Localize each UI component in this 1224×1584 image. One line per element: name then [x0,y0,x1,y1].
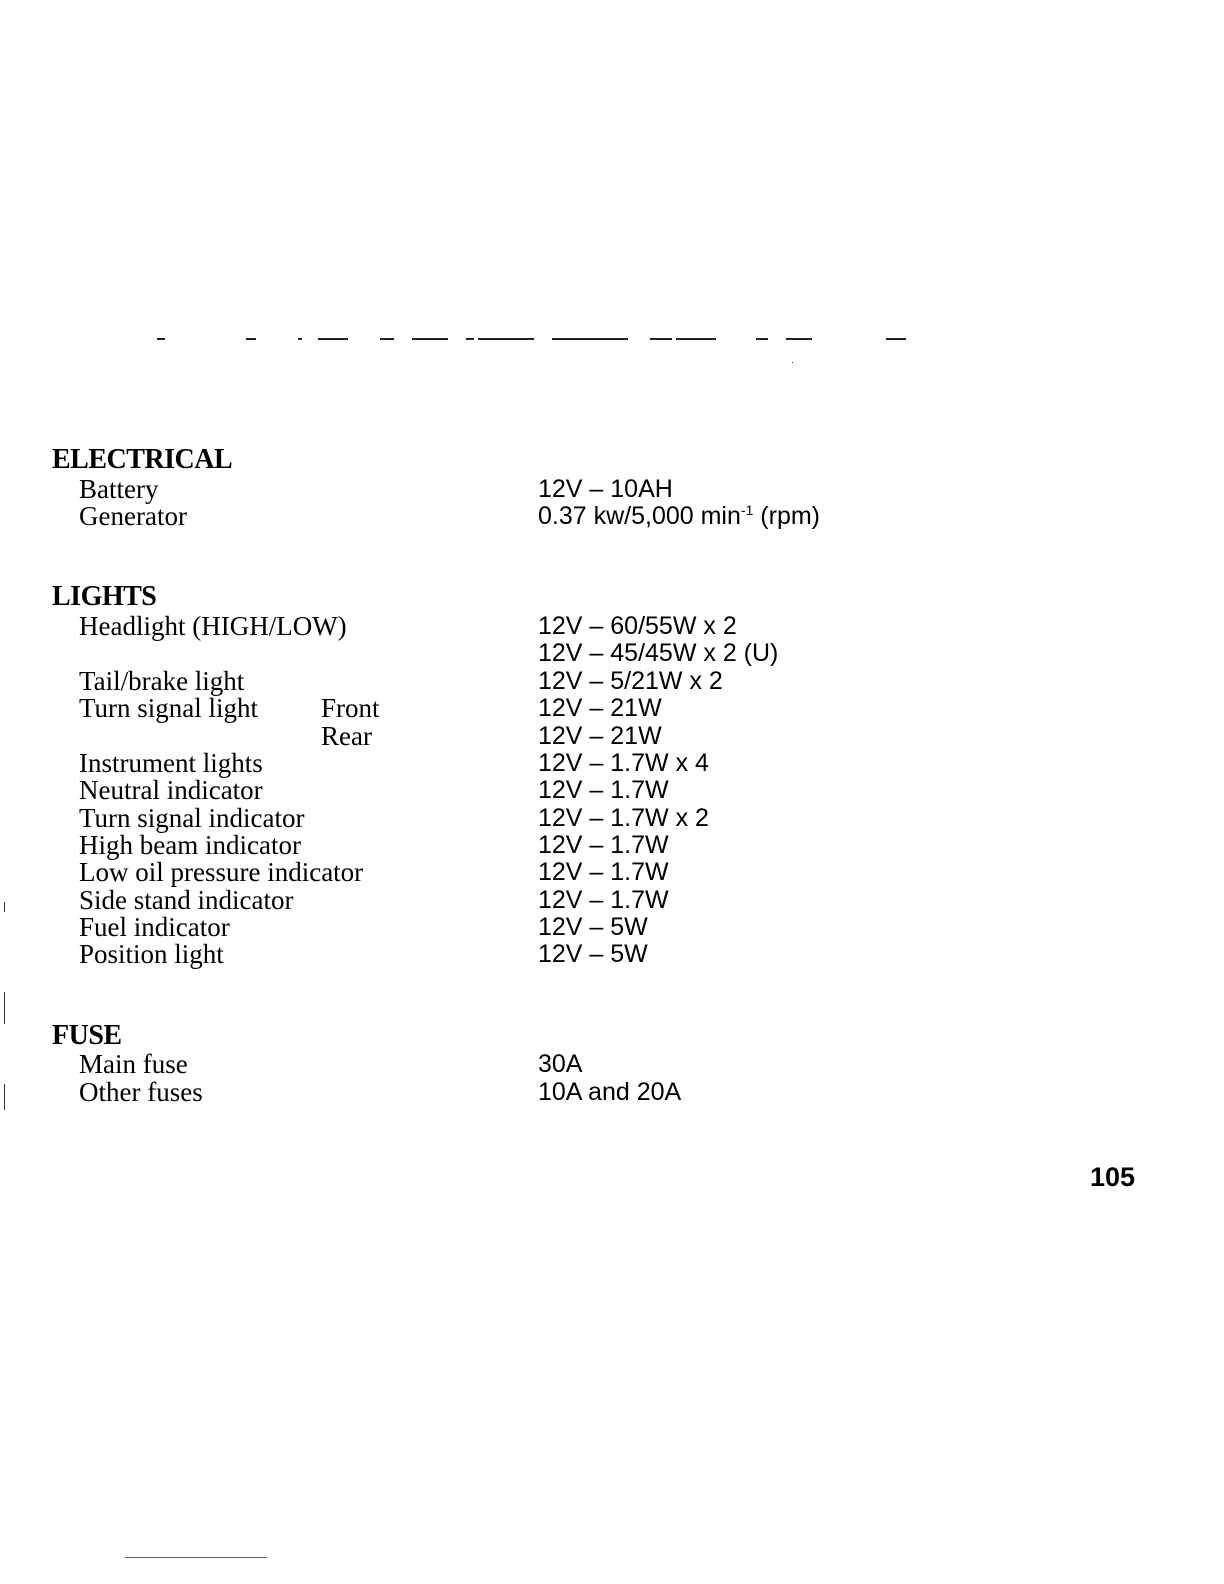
other-fuses-value: 10A and 20A [538,1078,682,1106]
generator-label: Generator [79,501,187,531]
tail-brake-label: Tail/brake light [79,666,245,696]
turn-signal-front-value: 12V – 21W [538,694,662,722]
generator-value-exponent: -1 [740,502,754,518]
high-beam-value: 12V – 1.7W [538,831,669,859]
generator-value-unit: (rpm) [753,502,821,530]
neutral-indicator-value: 12V – 1.7W [538,776,669,804]
low-oil-value: 12V – 1.7W [538,858,669,886]
turn-indicator-label: Turn signal indicator [79,803,305,833]
turn-signal-label: Turn signal light [79,693,259,723]
position-light-value: 12V – 5W [538,940,648,968]
side-stand-label: Side stand indicator [79,885,294,915]
page-number: 105 [1090,1162,1136,1192]
fuel-indicator-label: Fuel indicator [79,912,230,942]
turn-indicator-value: 12V – 1.7W x 2 [538,804,709,832]
position-light-label: Position light [79,939,224,969]
headlight-value-u: 12V – 45/45W x 2 (U) [538,639,779,667]
battery-value: 12V – 10AH [538,475,673,503]
low-oil-label: Low oil pressure indicator [79,857,364,887]
battery-label: Battery [79,474,159,504]
lights-heading: LIGHTS [52,581,157,612]
turn-signal-front-label: Front [321,693,380,723]
neutral-indicator-label: Neutral indicator [79,775,263,805]
generator-value-main: 0.37 kw/5,000 min [538,502,741,530]
bottom-rule [125,1557,267,1558]
side-stand-value: 12V – 1.7W [538,886,669,914]
electrical-heading: ELECTRICAL [52,444,233,475]
main-fuse-value: 30A [538,1050,583,1078]
high-beam-label: High beam indicator [79,830,301,860]
other-fuses-label: Other fuses [79,1077,203,1107]
fuse-heading: FUSE [52,1020,122,1051]
instrument-lights-value: 12V – 1.7W x 4 [538,749,709,777]
instrument-lights-label: Instrument lights [79,748,263,778]
fuel-indicator-value: 12V – 5W [538,913,648,941]
generator-value [538,502,820,531]
turn-signal-rear-value: 12V – 21W [538,722,662,750]
headlight-label: Headlight (HIGH/LOW) [79,611,347,641]
turn-signal-rear-label: Rear [321,721,372,751]
main-fuse-label: Main fuse [79,1049,188,1079]
tail-brake-value: 12V – 5/21W x 2 [538,667,723,695]
headlight-value: 12V – 60/55W x 2 [538,612,737,640]
